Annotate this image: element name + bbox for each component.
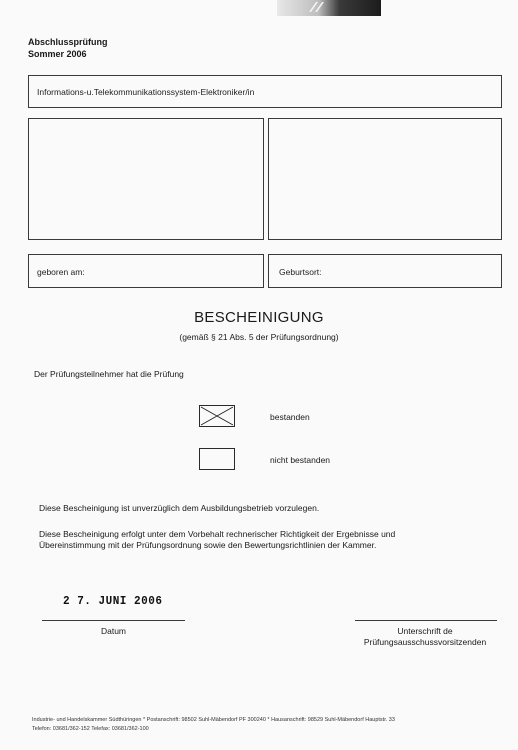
passed-label: bestanden <box>270 412 310 422</box>
birth-date-label: geboren am: <box>37 267 85 277</box>
date-line <box>42 620 185 621</box>
cross-mark-icon <box>200 406 234 426</box>
birth-place-label: Geburtsort: <box>279 267 322 277</box>
failed-checkbox <box>199 448 235 470</box>
logo-mark-icon <box>307 1 327 13</box>
profession-text: Informations-u.Telekommunikationssystem-Elektroniker/in <box>37 87 255 97</box>
exam-name: Abschlussprüfung <box>28 37 108 47</box>
exam-session: Sommer 2006 <box>28 49 87 59</box>
footer <box>32 716 395 734</box>
date-stamp: 2 7. JUNI 2006 <box>63 595 163 609</box>
passed-checkbox <box>199 405 235 427</box>
date-caption: Datum <box>100 626 127 636</box>
note-submit: Diese Bescheinigung ist unverzüglich dem Ausbildungsbetrieb vorzulegen. <box>39 503 320 513</box>
profession-box <box>28 75 502 108</box>
signature-caption-line2: Prüfungsausschussvorsitzenden <box>363 637 487 647</box>
certificate-title: BESCHEINIGUNG <box>194 309 324 326</box>
footer-contact: Telefon: 03681/362-152 Telefax: 03681/362-100 <box>32 726 149 732</box>
exam-title <box>28 36 108 60</box>
chamber-logo <box>277 0 381 16</box>
signature-caption-line1: Unterschrift de <box>397 626 453 636</box>
name-box-left <box>28 118 264 240</box>
name-box-right <box>268 118 502 240</box>
certificate-subtitle: (gemäß § 21 Abs. 5 der Prüfungsordnung) <box>179 332 339 342</box>
signature-line <box>355 620 497 621</box>
result-statement: Der Prüfungsteilnehmer hat die Prüfung <box>34 369 184 379</box>
footer-address: Industrie- und Handelskammer Südthüringen * Postanschrift: 98502 Suhl-Mäbendorf PF 300240 * Hausanschrift: 98529 Suhl-Mäbendorf Hauptstr. 33 <box>32 717 395 723</box>
failed-label: nicht bestanden <box>270 455 331 465</box>
birth-date-box <box>28 254 264 288</box>
birth-place-box <box>268 254 502 288</box>
signature-caption <box>345 626 505 648</box>
note-reservation: Diese Bescheinigung erfolgt unter dem Vorbehalt rechnerischer Richtigkeit der Ergebnisse und Übereinstimmung mit der Prüfungsordnung sowie den Bewertungsrichtlinien der Kammer. <box>39 529 396 550</box>
